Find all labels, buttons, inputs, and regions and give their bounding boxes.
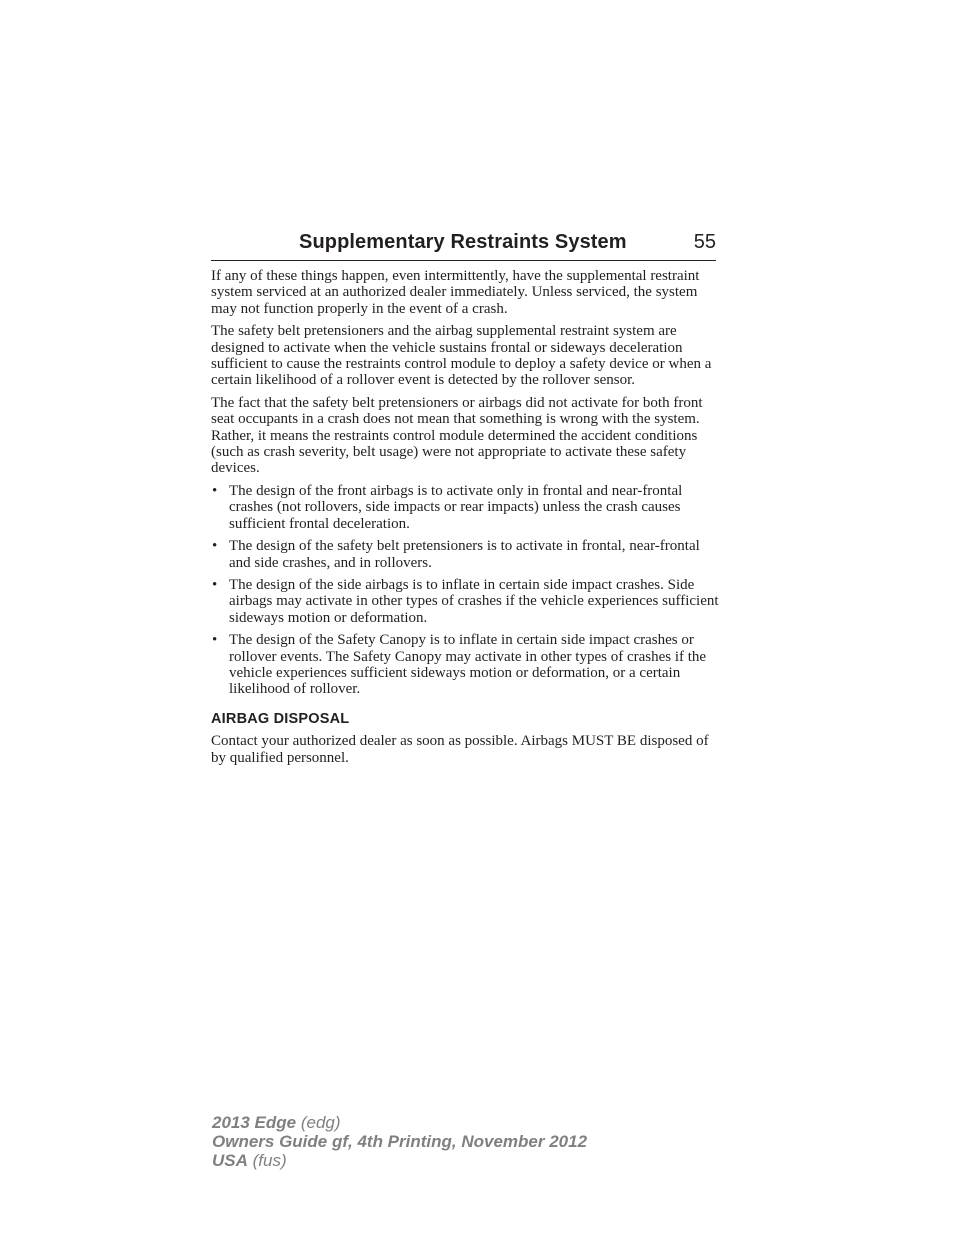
paragraph-airbag-disposal: Contact your authorized dealer as soon as possible. Airbags MUST BE disposed of by qualified personnel. [211,733,709,766]
page-footer [212,1113,587,1170]
bullet-marker: • [212,538,218,555]
list-item [211,577,721,626]
paragraph-service: If any of these things happen, even intermittently, have the supplemental restraint system serviced at an authorized dealer immediately. Unless serviced, the system may not function properly in the event of a crash. [211,268,700,317]
page-header [211,228,716,261]
list-item [211,538,721,571]
footer-market: USA [212,1151,248,1170]
page-title: Supplementary Restraints System [299,231,627,253]
design-bullet-list [211,483,721,698]
page-content [211,268,721,772]
section-heading-airbag-disposal: AIRBAG DISPOSAL [211,710,350,727]
list-item-text: The design of the front airbags is to activate only in frontal and near-frontal crashes (not rollovers, side impacts or rear impacts) unless the crash causes sufficient frontal deceleration. [229,482,683,532]
footer-line-model [212,1113,587,1132]
list-item-text: The design of the safety belt pretensioners is to activate in frontal, near-frontal and side crashes, and in rollovers. [229,538,700,571]
bullet-marker: • [212,632,218,649]
list-item-text: The design of the side airbags is to inflate in certain side impact crashes. Side airbags may activate in other types of crashes if the vehicle experiences sufficient sideways motion or deformation. [229,576,719,626]
bullet-marker: • [212,482,218,499]
list-item [211,632,721,698]
list-item [211,483,721,532]
footer-model: 2013 Edge [212,1113,297,1132]
footer-printing: Owners Guide gf, 4th Printing, November 2012 [212,1132,588,1151]
list-item-text: The design of the Safety Canopy is to inflate in certain side impact crashes or rollover events. The Safety Canopy may activate in other types of crashes if the vehicle experiences sufficient sideways motion or deformation, or a certain likelihood of rollover. [229,632,707,698]
paragraph-activation: The safety belt pretensioners and the airbag supplemental restraint system are designed to activate when the vehicle sustains frontal or sideways deceleration sufficient to cause the restraints control module to deploy a safety device or when a certain likelihood of a rollover event is detected by the rollover sensor. [211,323,712,389]
footer-model-code: (edg) [300,1113,341,1132]
bullet-marker: • [212,576,218,593]
footer-market-code: (fus) [252,1151,287,1170]
footer-line-market [212,1151,587,1170]
page-number: 55 [693,231,716,253]
paragraph-not-activated: The fact that the safety belt pretensioners or airbags did not activate for both front seat occupants in a crash does not mean that something is wrong with the system. Rather, it means the restraints control module determined the accident conditions (such as crash severity, belt usage) were not appropriate to activate these safety devices. [211,394,703,477]
